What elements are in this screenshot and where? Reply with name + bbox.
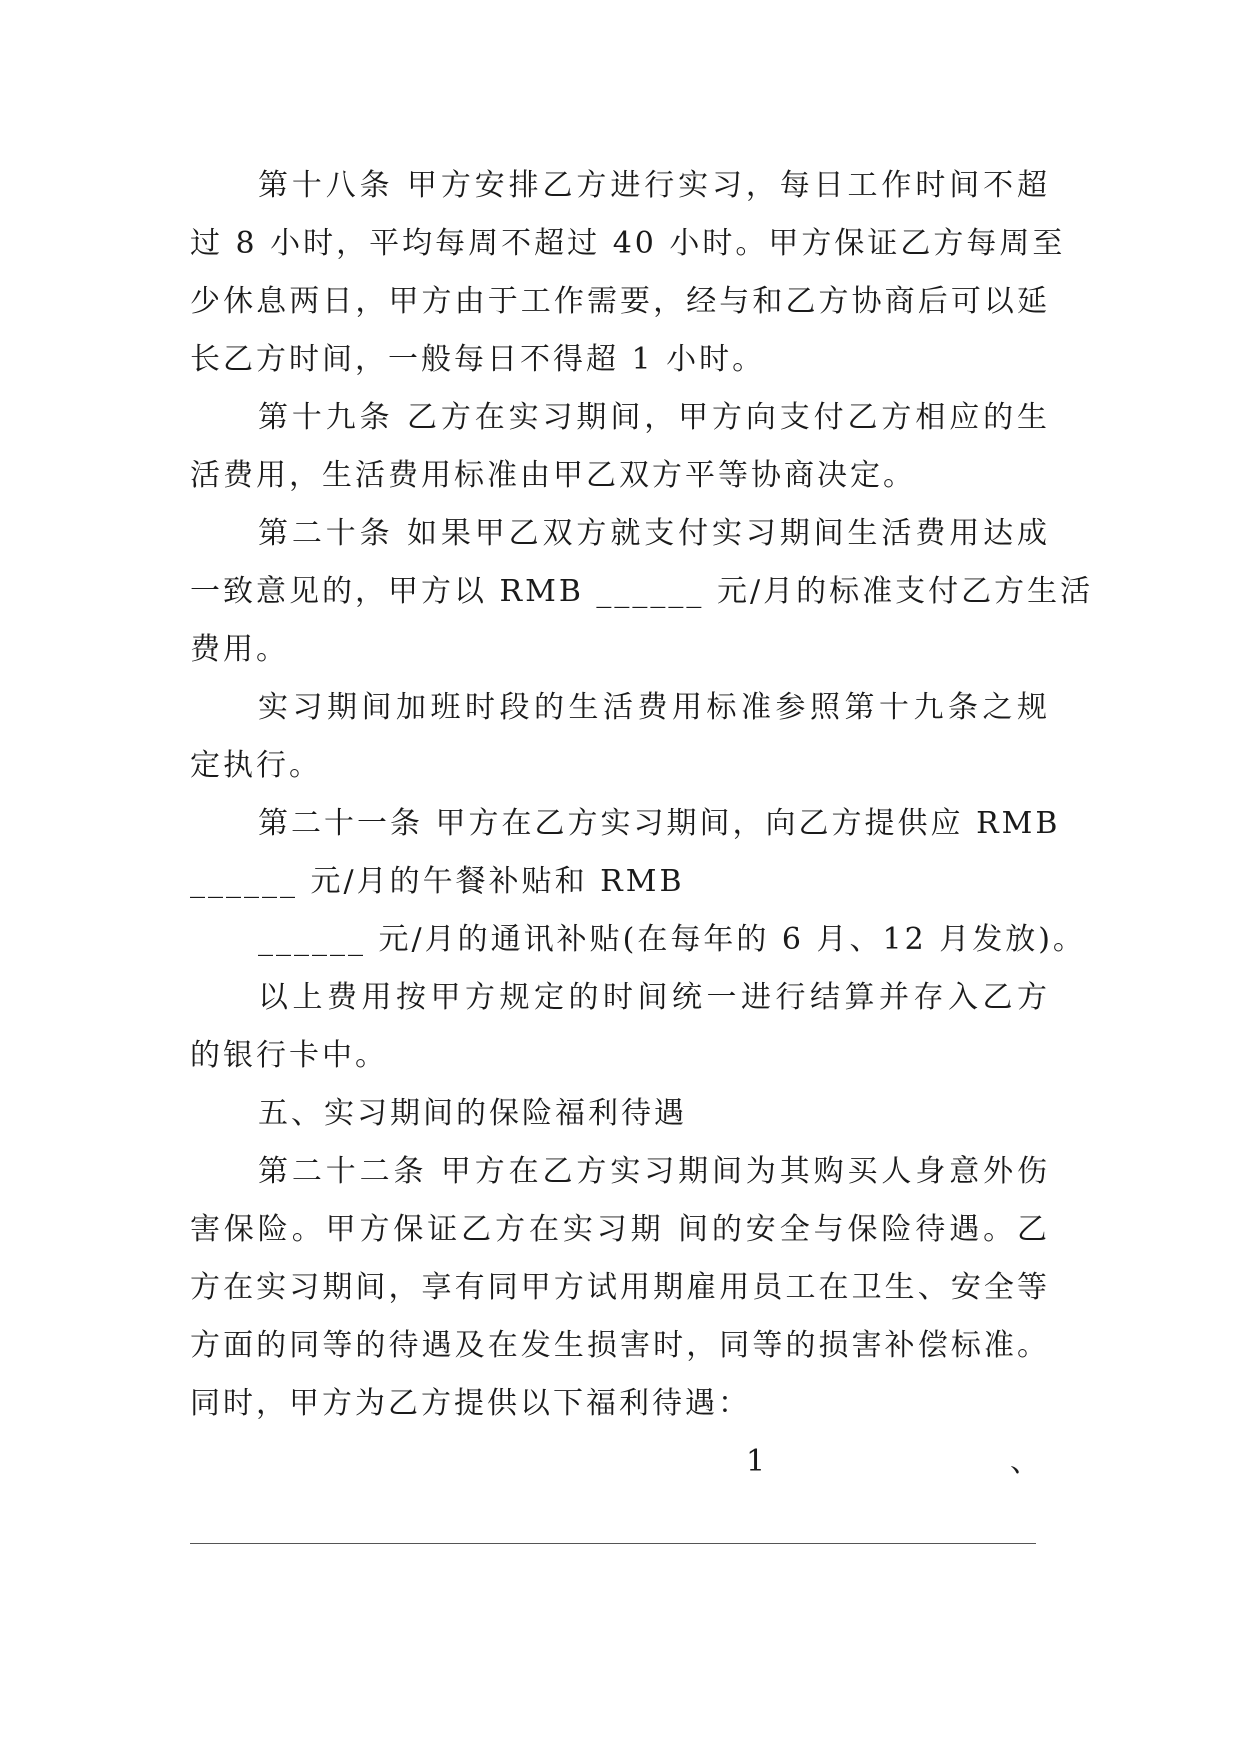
settlement-line-2: 的银行卡中。 [190,1038,388,1073]
article-18-line-2: 过 8 小时，平均每周不超过 40 小时。甲方保证乙方每周至 [190,226,1066,261]
article-22-line-2: 害保险。甲方保证乙方在实习期 间的安全与保险待遇。乙 [190,1212,1050,1247]
article-22-line-1: 第二十二条 甲方在乙方实习期间为其购买人身意外伤 [258,1154,1050,1189]
article-20-line-3: 费用。 [190,632,289,667]
article-20-line-1: 第二十条 如果甲乙双方就支付实习期间生活费用达成 [258,516,1050,551]
article-22-line-3: 方在实习期间，享有同甲方试用期雇用员工在卫生、安全等 [190,1270,1050,1305]
article-21-line-1: 第二十一条 甲方在乙方实习期间，向乙方提供应 RMB [258,806,1061,841]
article-18-line-1: 第十八条 甲方安排乙方进行实习，每日工作时间不超 [258,168,1050,203]
article-21-line-3: ______ 元/月的通讯补贴(在每年的 6 月、12 月发放)。 [258,922,1086,957]
article-22-line-4: 方面的同等的待遇及在发生损害时，同等的损害补偿标准。 [190,1328,1050,1363]
blank-fill-line [190,1543,1036,1544]
list-item-separator: 、 [1010,1444,1040,1479]
article-20-line-2: 一致意见的，甲方以 RMB ______ 元/月的标准支付乙方生活 [190,574,1094,609]
overtime-line-2: 定执行。 [190,748,322,783]
article-21-line-2: ______ 元/月的午餐补贴和 RMB [190,864,685,899]
overtime-line-1: 实习期间加班时段的生活费用标准参照第十九条之规 [258,690,1050,725]
article-18-line-4: 长乙方时间，一般每日不得超 1 小时。 [190,342,766,377]
section-5-heading: 五、实习期间的保险福利待遇 [258,1096,687,1131]
article-22-line-5: 同时，甲方为乙方提供以下福利待遇： [190,1386,751,1421]
settlement-line-1: 以上费用按甲方规定的时间统一进行结算并存入乙方 [258,980,1050,1015]
list-item-number: 1 [746,1444,766,1479]
article-18-line-3: 少休息两日，甲方由于工作需要，经与和乙方协商后可以延 [190,284,1050,319]
article-19-line-2: 活费用，生活费用标准由甲乙双方平等协商决定。 [190,458,916,493]
article-19-line-1: 第十九条 乙方在实习期间，甲方向支付乙方相应的生 [258,400,1050,435]
